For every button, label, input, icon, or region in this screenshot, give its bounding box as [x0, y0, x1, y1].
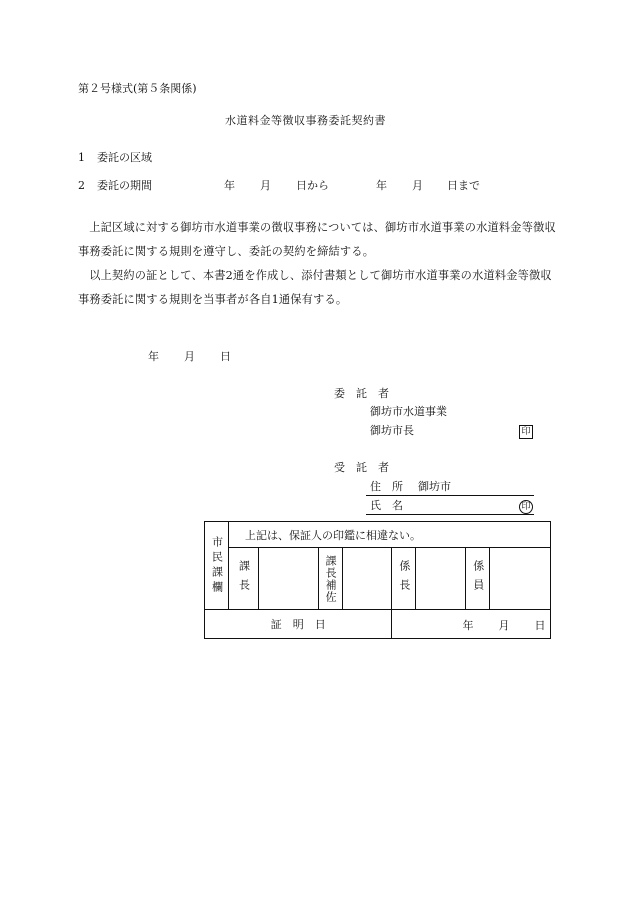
consignee-seal-text: 印 — [519, 500, 533, 514]
date-month: 月 — [184, 350, 195, 363]
consignor-org: 御坊市水道事業 — [370, 405, 447, 418]
cert-month: 月 — [498, 619, 510, 632]
guarantor-statement: 上記は、保証人の印鑑に相違ない。 — [228, 522, 550, 548]
form-number: 第２号様式(第５条関係) — [78, 82, 197, 95]
col-kacho-hosa-text: 課長補佐 — [324, 554, 338, 603]
consignor-seal-text: 印 — [519, 425, 533, 439]
address-value: 御坊市 — [418, 480, 451, 493]
item1-label: 委託の区域 — [97, 151, 152, 164]
cert-date-value — [392, 610, 551, 639]
col-kakaricho-label — [392, 548, 416, 610]
paragraph-1: 上記区域に対する御坊市水道事業の徴収事務については、御坊市水道事業の水道料金等徴収事務委託に関する規則を遵守し、委託の契約を締結する。 — [78, 221, 556, 258]
consignee-seal-icon — [519, 499, 533, 514]
cert-day: 日 — [534, 619, 546, 632]
consignee-label: 受 託 者 — [334, 461, 389, 474]
contract-body — [78, 216, 556, 312]
period-to-month: 月 — [412, 179, 423, 192]
cert-date-label: 証 明 日 — [205, 610, 392, 639]
date-year: 年 — [148, 350, 159, 363]
col-kakariin-seal-box — [490, 548, 551, 610]
col-kacho-hosa-seal-box — [342, 548, 392, 610]
period-from-year: 年 — [224, 179, 235, 192]
item1-number: 1 — [78, 151, 85, 164]
paragraph-2: 以上契約の証として、本書2通を作成し、添付書類として御坊市水道事業の水道料金等徴収事務委託に関する規則を当事者が各自1通保有する。 — [78, 269, 552, 306]
consignor-title: 御坊市長 — [370, 424, 414, 437]
section-label — [205, 522, 229, 610]
period-from-month: 月 — [260, 179, 271, 192]
date-day: 日 — [220, 350, 231, 363]
item2-label: 委託の期間 — [97, 179, 152, 192]
col-kakaricho-seal-box — [416, 548, 466, 610]
period-to-year: 年 — [376, 179, 387, 192]
address-underline — [366, 495, 534, 496]
consignor-seal-icon — [519, 424, 533, 439]
document-title: 水道料金等徴収事務委託契約書 — [225, 114, 386, 127]
address-label: 住 所 — [370, 480, 403, 493]
name-underline — [366, 514, 534, 515]
col-kacho-label — [228, 548, 258, 610]
col-kacho-text: 課長 — [237, 559, 251, 598]
col-kakaricho-text: 係長 — [397, 559, 411, 598]
citizen-section-table — [204, 521, 551, 639]
col-kakariin-text: 係員 — [471, 559, 485, 598]
consignor-label: 委 託 者 — [334, 387, 389, 400]
item2-number: 2 — [78, 179, 85, 192]
period-to-day: 日まで — [447, 179, 480, 192]
cert-year: 年 — [462, 619, 474, 632]
section-label-text: 市民課欄 — [210, 535, 224, 596]
col-kakariin-label — [466, 548, 490, 610]
col-kacho-hosa-label — [318, 548, 342, 610]
period-from-day: 日から — [296, 179, 329, 192]
name-label: 氏 名 — [370, 499, 403, 512]
col-kacho-seal-box — [258, 548, 318, 610]
